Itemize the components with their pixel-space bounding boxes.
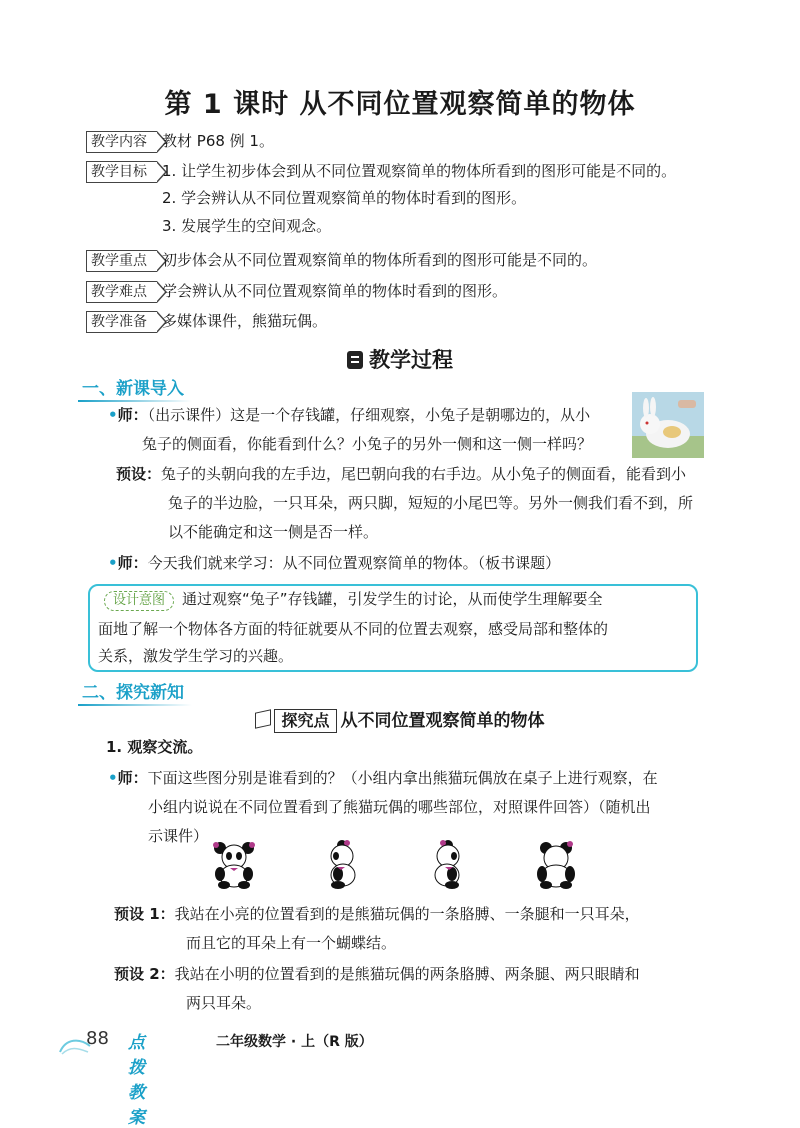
- preparation-text: 多媒体课件，熊猫玩偶。: [162, 312, 328, 330]
- tag-difficulty: 教学难点: [86, 281, 157, 303]
- process-heading-text: 教学过程: [369, 348, 453, 372]
- preset2-line-1: 预设 2：我站在小明的位置看到的是熊猫玩偶的两条胳膊、两条腿、两只眼睛和: [114, 965, 640, 983]
- tag-content: 教学内容: [86, 131, 157, 153]
- design-line-3: 关系，激发学生学习的兴趣。: [98, 647, 294, 665]
- book-title: 二年级数学 · 上（R 版）: [216, 1034, 373, 1050]
- goal-2: 2. 学会辨认从不同位置观察简单的物体时看到的图形。: [162, 189, 527, 207]
- panda-view-left-side: [322, 840, 362, 890]
- page-title: 第 1 课时 从不同位置观察简单的物体: [164, 89, 636, 120]
- goal-1: 1. 让学生初步体会到从不同位置观察简单的物体所看到的图形可能是不同的。: [162, 162, 677, 180]
- preset-line-2: 兔子的半边脸，一只耳朵，两只脚，短短的小尾巴等。另外一侧我们看不到，所: [168, 494, 694, 512]
- tag-goals: 教学目标: [86, 161, 157, 183]
- brand-logo: 点拨教案: [128, 1033, 145, 1128]
- goal-3: 3. 发展学生的空间观念。: [162, 217, 332, 235]
- rabbit-bank-photo: [632, 392, 704, 458]
- design-line-2: 面地了解一个物体各方面的特征就要从不同的位置去观察，感受局部和整体的: [98, 620, 609, 638]
- design-tag: 设计意图: [104, 591, 174, 611]
- preset1-line-1: 预设 1：我站在小亮的位置看到的是熊猫玩偶的一条胳膊、一条腿和一只耳朵，: [114, 905, 640, 923]
- explore-badge: 探究点: [274, 709, 336, 733]
- difficulty-text: 学会辨认从不同位置观察简单的物体时看到的图形。: [162, 282, 508, 300]
- preset1-line-2: 而且它的耳朵上有一个蝴蝶结。: [186, 934, 397, 952]
- tag-preparation: 教学准备: [86, 311, 157, 333]
- teacher2-line: •师：今天我们就来学习：从不同位置观察简单的物体。（板书课题）: [108, 554, 561, 572]
- panda-view-front: [208, 840, 260, 890]
- content-text: 教材 P68 例 1。: [162, 132, 274, 150]
- explore-teacher-line-1: •师：下面这些图分别是谁看到的？（小组内拿出熊猫玩偶放在桌子上进行观察，在: [108, 769, 658, 787]
- step-1-heading: 1. 观察交流。: [106, 738, 203, 756]
- tag-key-point: 教学重点: [86, 250, 157, 272]
- teacher-line-1: •师：（出示课件）这是一个存钱罐，仔细观察，小兔子是朝哪边的，从小: [108, 406, 591, 424]
- preset-line-3: 以不能确定和这一侧是否一样。: [168, 523, 379, 541]
- cube-icon: [255, 709, 271, 728]
- explore-teacher-line-2: 小组内说说在不同位置看到了熊猫玩偶的哪些部位，对照课件回答）（随机出: [148, 798, 651, 816]
- explore-point-title: 探究点 从不同位置观察简单的物体: [0, 706, 800, 733]
- section-intro-heading: 一、新课导入: [82, 374, 184, 399]
- explore-teacher-line-3: 示课件）: [148, 827, 209, 845]
- book-icon: [347, 351, 363, 369]
- preset2-line-2: 两只耳朵。: [186, 994, 262, 1012]
- preset-line-1: 预设：兔子的头朝向我的左手边，尾巴朝向我的右手边。从小兔子的侧面看，能看到小: [116, 465, 687, 483]
- key-point-text: 初步体会从不同位置观察简单的物体所看到的图形可能是不同的。: [162, 251, 598, 269]
- design-line-1: 设计意图 通过观察“兔子”存钱罐，引发学生的讨论，从而使学生理解要全: [104, 589, 603, 611]
- process-heading: [0, 344, 800, 374]
- panda-view-back: [534, 840, 578, 890]
- section-explore-heading: 二、探究新知: [82, 678, 184, 703]
- teacher-line-2: 兔子的侧面看，你能看到什么？小兔子的另外一侧和这一侧一样吗？: [142, 435, 593, 453]
- page-number: 88: [86, 1028, 109, 1049]
- panda-view-right-side: [428, 840, 468, 890]
